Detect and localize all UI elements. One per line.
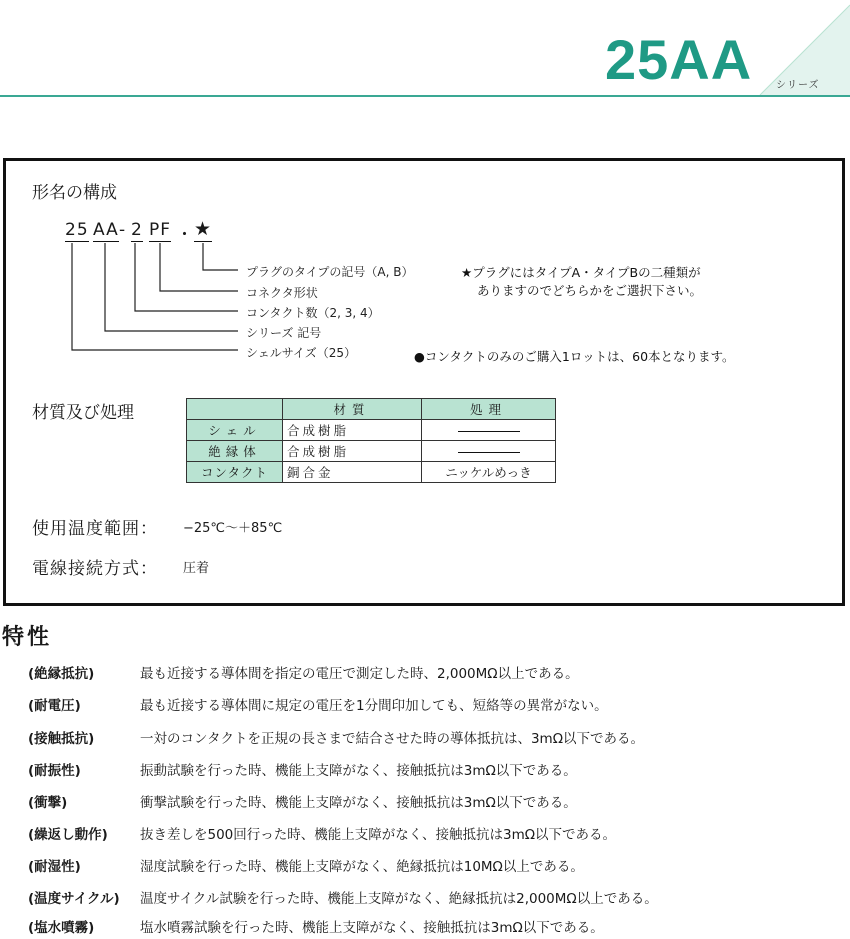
series-title: 25AA <box>605 28 753 91</box>
part-number-contacts: 2 <box>131 220 143 240</box>
contact-lot-note: ●コンタクトのみのご購入1ロットは、60本となります。 <box>414 349 735 364</box>
legend-connector-shape: コネクタ形状 <box>246 286 318 300</box>
material-heading: 材質及び処理 <box>32 403 134 423</box>
list-item <box>0 823 850 845</box>
row-part: 絶縁体 <box>187 441 283 462</box>
characteristic-label: (繰返し動作) <box>28 827 108 843</box>
list-item <box>0 916 850 938</box>
part-number-shape: PF <box>149 220 172 240</box>
row-treatment <box>422 441 556 462</box>
characteristic-text: 最も近接する導体間に規定の電圧を1分間印加しても、短絡等の異常がない。 <box>140 698 608 714</box>
wire-connection-value: 圧着 <box>183 561 210 576</box>
list-item <box>0 791 850 813</box>
row-material: 合成樹脂 <box>283 420 422 441</box>
part-number-separator: - <box>119 220 127 240</box>
legend-contact-count: コンタクト数（2, 3, 4） <box>246 306 380 320</box>
characteristic-label: (絶縁抵抗) <box>28 666 95 682</box>
header-treatment: 処理 <box>422 399 556 420</box>
characteristic-label: (衝撃) <box>28 795 68 811</box>
legend-shell-size: シェルサイズ（25） <box>246 346 357 360</box>
no-treatment-dash <box>458 452 520 453</box>
list-item <box>0 887 850 909</box>
characteristic-label: (塩水噴霧) <box>28 920 95 936</box>
list-item <box>0 727 850 749</box>
legend-series-code: シリーズ 記号 <box>246 326 322 340</box>
characteristic-text: 衝撃試験を行った時、機能上支障がなく、接触抵抗は3mΩ以下である。 <box>140 795 577 811</box>
characteristic-label: (耐湿性) <box>28 859 81 875</box>
row-material: 合成樹脂 <box>283 441 422 462</box>
table-row <box>187 441 556 462</box>
characteristic-text: 塩水噴霧試験を行った時、機能上支障がなく、接触抵抗は3mΩ以下である。 <box>140 920 604 936</box>
table-row <box>187 462 556 483</box>
characteristic-text: 一対のコンタクトを正規の長さまで結合させた時の導体抵抗は、3mΩ以下である。 <box>140 731 645 747</box>
characteristics-title: 特性 <box>2 625 53 650</box>
characteristic-text: 振動試験を行った時、機能上支障がなく、接触抵抗は3mΩ以下である。 <box>140 763 577 779</box>
characteristic-text: 温度サイクル試験を行った時、機能上支障がなく、絶縁抵抗は2,000MΩ以上である。 <box>140 891 658 907</box>
part-number-size: 25 <box>65 220 89 240</box>
temperature-value: −25℃〜＋85℃ <box>183 521 283 536</box>
row-material: 銅合金 <box>283 462 422 483</box>
characteristic-label: (接触抵抗) <box>28 731 95 747</box>
part-number-dot: ・ <box>176 225 194 245</box>
table-row <box>187 420 556 441</box>
list-item <box>0 694 850 716</box>
header-material: 材質 <box>283 399 422 420</box>
row-treatment: ニッケルめっき <box>422 462 556 483</box>
temperature-label: 使用温度範囲： <box>32 519 158 539</box>
row-part: シェル <box>187 420 283 441</box>
wire-connection-label: 電線接続方式： <box>32 559 158 579</box>
part-number-leader-lines <box>0 0 850 400</box>
plug-note-line2: ありますのでどちらかをご選択下さい。 <box>477 283 703 298</box>
series-subtitle: シリーズ <box>776 80 820 91</box>
header-blank <box>187 399 283 420</box>
list-item <box>0 759 850 781</box>
part-number-series: AA <box>93 220 119 240</box>
no-treatment-dash <box>458 431 520 432</box>
part-number-star: ★ <box>194 218 213 240</box>
characteristic-label: (温度サイクル) <box>28 891 120 907</box>
row-treatment <box>422 420 556 441</box>
legend-plug-type: プラグのタイプの記号（A, B） <box>246 265 414 279</box>
characteristic-text: 最も近接する導体間を指定の電圧で測定した時、2,000MΩ以上である。 <box>140 666 579 682</box>
characteristic-label: (耐振性) <box>28 763 81 779</box>
model-heading: 形名の構成 <box>32 183 117 203</box>
materials-table <box>186 398 556 483</box>
characteristic-text: 抜き差しを500回行った時、機能上支障がなく、接触抵抗は3mΩ以下である。 <box>140 827 617 843</box>
characteristic-label: (耐電圧) <box>28 698 81 714</box>
list-item <box>0 662 850 684</box>
row-part: コンタクト <box>187 462 283 483</box>
characteristic-text: 湿度試験を行った時、機能上支障がなく、絶縁抵抗は10MΩ以上である。 <box>140 859 584 875</box>
list-item <box>0 855 850 877</box>
plug-note-line1: ★プラグにはタイプA・タイプBの二種類が <box>461 265 701 280</box>
materials-table-header <box>187 399 556 420</box>
